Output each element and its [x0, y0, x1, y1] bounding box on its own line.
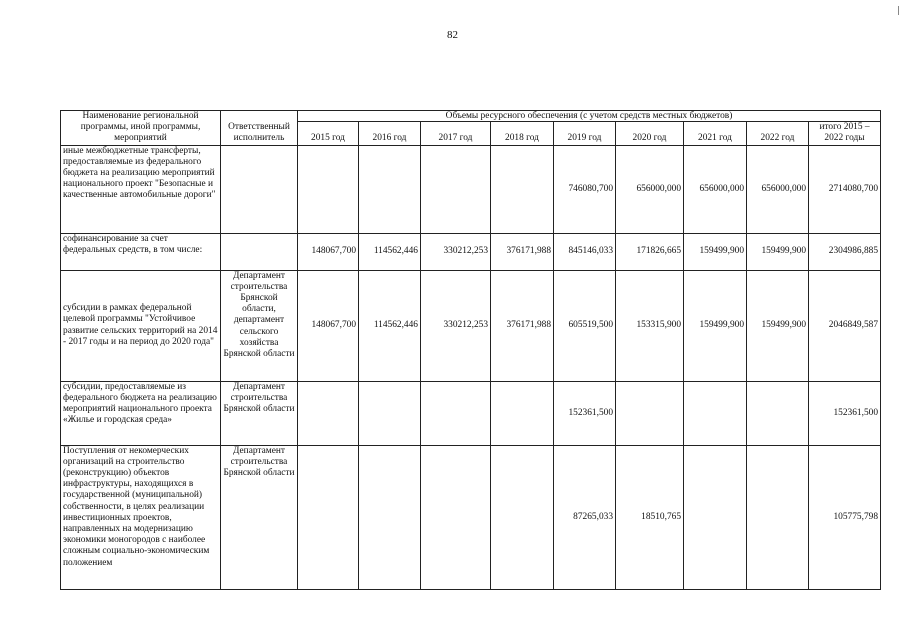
- value-cell: [298, 381, 359, 445]
- value-cell: [491, 381, 554, 445]
- value-cell: 171826,665: [616, 233, 684, 270]
- row-name: Поступления от некомерческих организаций на строительство (реконструкцию) объектов инфраструктуры, находящихся в государственной (муниципальной) собственности, в целях реализации инвестиционных проектов, направленных на модернизацию экономики моногородов с наиболее сложным социально-экономическим положением: [61, 445, 221, 589]
- page-number: 82: [447, 29, 458, 41]
- value-cell: 330212,253: [421, 233, 491, 270]
- value-cell: [684, 381, 747, 445]
- value-cell: [747, 381, 809, 445]
- row-name: субсидии, предоставляемые из федерального бюджета на реализацию мероприятий национального проекта «Жилье и городская среда»: [61, 381, 221, 445]
- value-cell: 605519,500: [554, 270, 616, 381]
- value-cell: 153315,900: [616, 270, 684, 381]
- value-cell: 845146,033: [554, 233, 616, 270]
- value-cell: 18510,765: [616, 445, 684, 589]
- row-name: софинансирование за счет федеральных средств, в том числе:: [61, 233, 221, 270]
- header-year: 2015 год: [298, 122, 359, 146]
- header-year: 2018 год: [491, 122, 554, 146]
- value-cell: [684, 445, 747, 589]
- row-name: иные межбюджетные трансферты, предоставляемые из федерального бюджета на реализацию мероприятий национального проект "Безопасные и качественные автомобильные дороги": [61, 145, 221, 233]
- value-cell: 159499,900: [684, 233, 747, 270]
- header-year: 2020 год: [616, 122, 684, 146]
- total-cell: 2714080,700: [809, 145, 881, 233]
- row-responsible: Департамент строительства Брянской области: [221, 381, 298, 445]
- value-cell: 87265,033: [554, 445, 616, 589]
- table-row: [61, 145, 881, 233]
- value-cell: 114562,446: [359, 270, 421, 381]
- total-cell: 2304986,885: [809, 233, 881, 270]
- header-year: 2017 год: [421, 122, 491, 146]
- value-cell: 656000,000: [616, 145, 684, 233]
- table-row: [61, 270, 881, 381]
- table-row: [61, 381, 881, 445]
- value-cell: 656000,000: [684, 145, 747, 233]
- header-responsible: Ответственный исполнитель: [221, 111, 298, 146]
- table-row: [61, 445, 881, 589]
- value-cell: 159499,900: [684, 270, 747, 381]
- value-cell: 656000,000: [747, 145, 809, 233]
- row-name: субсидии в рамках федеральной целевой программы "Устойчивое развитие сельских территорий на 2014 - 2017 годы и на период до 2020 года": [61, 270, 221, 381]
- row-responsible: Департамент строительства Брянской области: [221, 445, 298, 589]
- header-year: 2016 год: [359, 122, 421, 146]
- table-header-row: [61, 111, 881, 122]
- value-cell: [421, 445, 491, 589]
- value-cell: 330212,253: [421, 270, 491, 381]
- value-cell: [421, 381, 491, 445]
- row-responsible: [221, 233, 298, 270]
- total-cell: 105775,798: [809, 445, 881, 589]
- total-cell: 2046849,587: [809, 270, 881, 381]
- header-year: 2022 год: [747, 122, 809, 146]
- value-cell: 148067,700: [298, 270, 359, 381]
- table-row: [61, 233, 881, 270]
- value-cell: [491, 145, 554, 233]
- value-cell: [421, 145, 491, 233]
- header-total: итого 2015 – 2022 годы: [809, 122, 881, 146]
- value-cell: [359, 381, 421, 445]
- total-cell: 152361,500: [809, 381, 881, 445]
- value-cell: 159499,900: [747, 270, 809, 381]
- value-cell: 159499,900: [747, 233, 809, 270]
- header-resource-group: Объемы ресурсного обеспечения (с учетом средств местных бюджетов): [298, 111, 881, 122]
- header-year: 2019 год: [554, 122, 616, 146]
- resource-table: [60, 110, 881, 590]
- value-cell: [359, 445, 421, 589]
- value-cell: [616, 381, 684, 445]
- value-cell: 376171,988: [491, 270, 554, 381]
- header-name: Наименование региональной программы, иной программы, мероприятий: [61, 111, 221, 146]
- value-cell: 376171,988: [491, 233, 554, 270]
- value-cell: 152361,500: [554, 381, 616, 445]
- value-cell: [747, 445, 809, 589]
- row-responsible: Департамент строительства Брянской области, департамент сельского хозяйства Брянской области: [221, 270, 298, 381]
- row-responsible: [221, 145, 298, 233]
- value-cell: 114562,446: [359, 233, 421, 270]
- value-cell: [491, 445, 554, 589]
- header-year: 2021 год: [684, 122, 747, 146]
- value-cell: [298, 145, 359, 233]
- scan-edge-mark: [898, 6, 899, 15]
- value-cell: [359, 145, 421, 233]
- value-cell: 746080,700: [554, 145, 616, 233]
- value-cell: 148067,700: [298, 233, 359, 270]
- value-cell: [298, 445, 359, 589]
